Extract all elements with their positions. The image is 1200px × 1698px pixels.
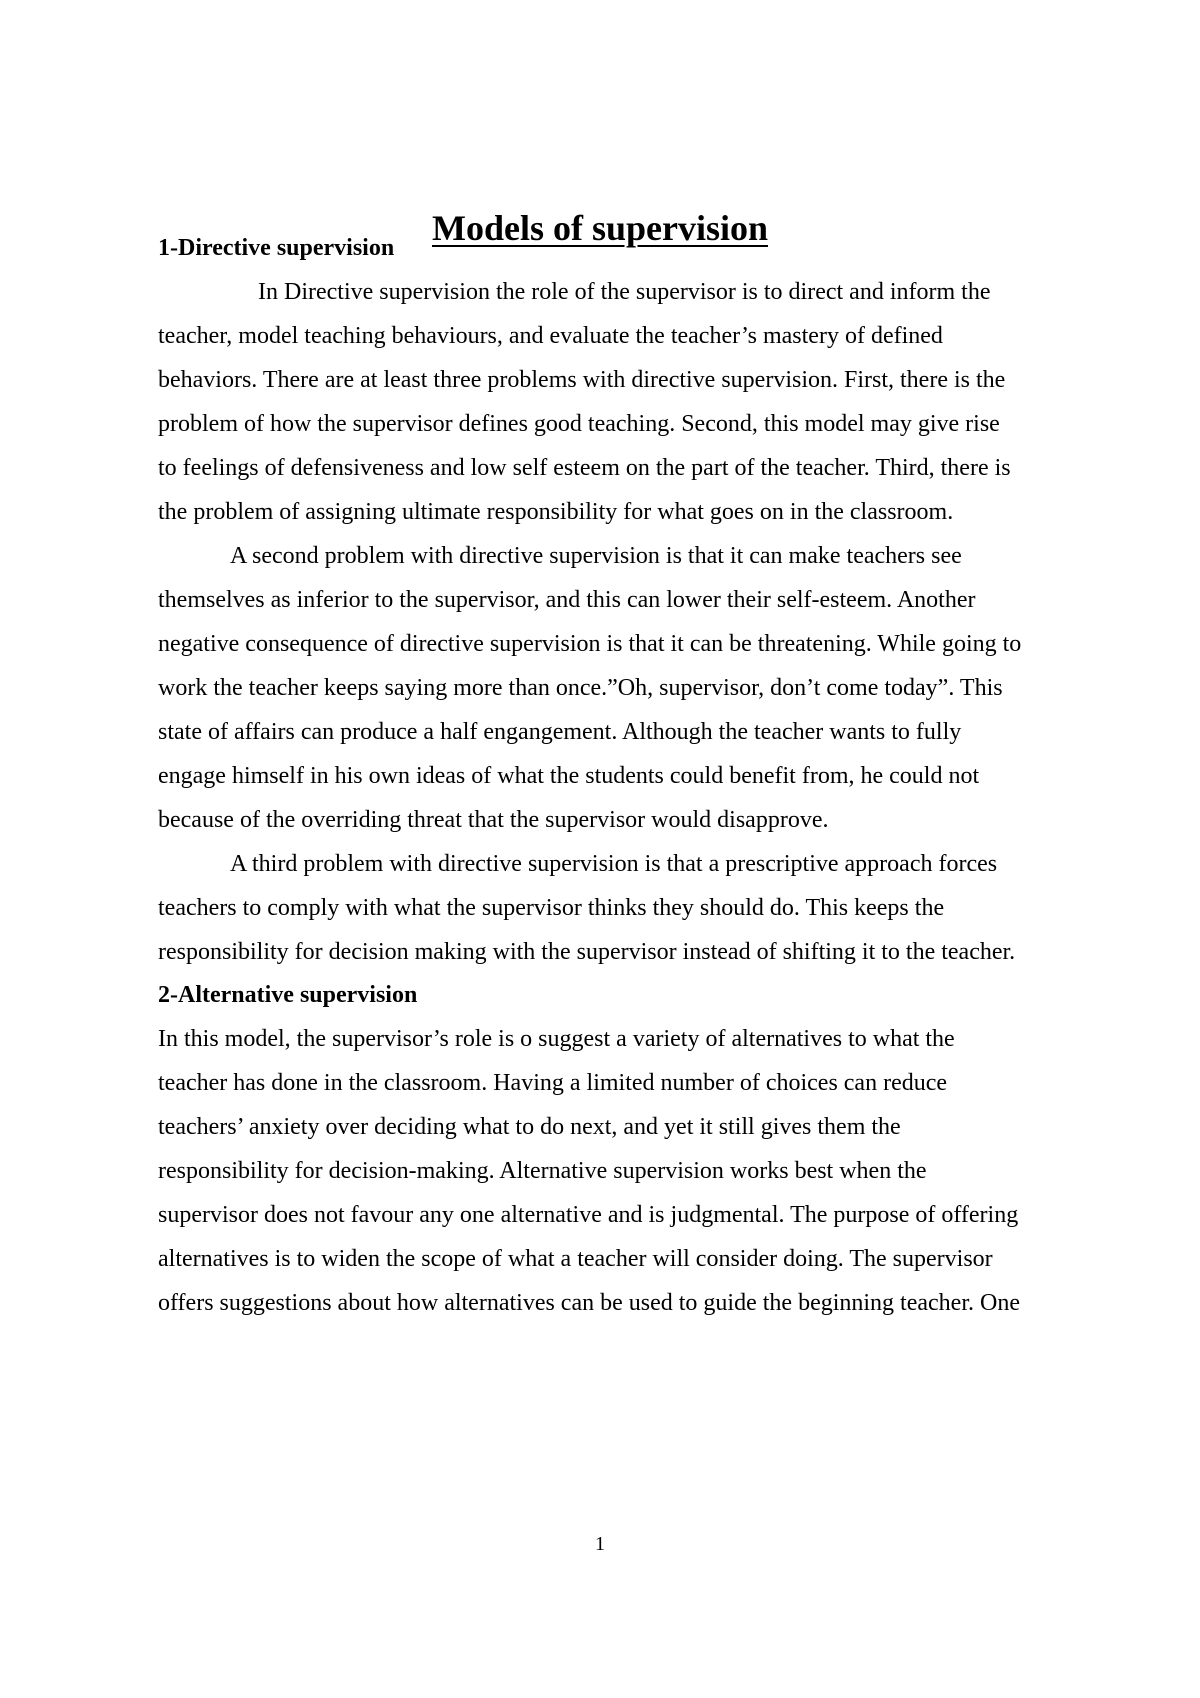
paragraph-line: A third problem with directive supervision is that a prescriptive approach forces xyxy=(230,851,998,877)
paragraph-line: the problem of assigning ultimate responsibility for what goes on in the classroom. xyxy=(158,499,954,525)
paragraph-line: alternatives is to widen the scope of what a teacher will consider doing. The supervisor xyxy=(158,1246,993,1272)
paragraph-line: responsibility for decision-making. Alternative supervision works best when the xyxy=(158,1158,927,1184)
paragraph-line: In this model, the supervisor’s role is o suggest a variety of alternatives to what the xyxy=(158,1026,955,1052)
paragraph-line: teachers’ anxiety over deciding what to do next, and yet it still gives them the xyxy=(158,1114,901,1140)
paragraph-line: teachers to comply with what the supervisor thinks they should do. This keeps the xyxy=(158,895,945,921)
paragraph-line: A second problem with directive supervision is that it can make teachers see xyxy=(230,543,962,569)
section-heading-directive: 1-Directive supervision xyxy=(158,235,395,261)
paragraph-line: work the teacher keeps saying more than once.”Oh, supervisor, don’t come today”. This xyxy=(158,675,1003,701)
paragraph-line: In Directive supervision the role of the supervisor is to direct and inform the xyxy=(258,279,991,305)
page-title: Models of supervision xyxy=(431,208,769,248)
paragraph-line: engage himself in his own ideas of what the students could benefit from, he could not xyxy=(158,763,980,789)
page-number: 1 xyxy=(595,1533,605,1555)
paragraph-line: because of the overriding threat that the supervisor would disapprove. xyxy=(158,807,829,833)
paragraph-line: behaviors. There are at least three problems with directive supervision. First, there is the xyxy=(158,367,1006,393)
paragraph-line: responsibility for decision making with the supervisor instead of shifting it to the teacher. xyxy=(158,939,1016,965)
paragraph-line: state of affairs can produce a half engangement. Although the teacher wants to fully xyxy=(158,719,962,745)
paragraph-line: teacher has done in the classroom. Having a limited number of choices can reduce xyxy=(158,1070,948,1096)
paragraph-line: teacher, model teaching behaviours, and evaluate the teacher’s mastery of defined xyxy=(158,323,943,349)
paragraph-line: supervisor does not favour any one alternative and is judgmental. The purpose of offering xyxy=(158,1202,1019,1228)
paragraph-line: themselves as inferior to the supervisor, and this can lower their self-esteem. Another xyxy=(158,587,976,613)
section-heading-alternative: 2-Alternative supervision xyxy=(158,982,418,1008)
paragraph-line: problem of how the supervisor defines good teaching. Second, this model may give rise xyxy=(158,411,1000,437)
paragraph-line: to feelings of defensiveness and low self esteem on the part of the teacher. Third, there is xyxy=(158,455,1011,481)
paragraph-line: negative consequence of directive supervision is that it can be threatening. While going to xyxy=(158,631,1022,657)
paragraph-line: offers suggestions about how alternatives can be used to guide the beginning teacher. One xyxy=(158,1290,1020,1316)
